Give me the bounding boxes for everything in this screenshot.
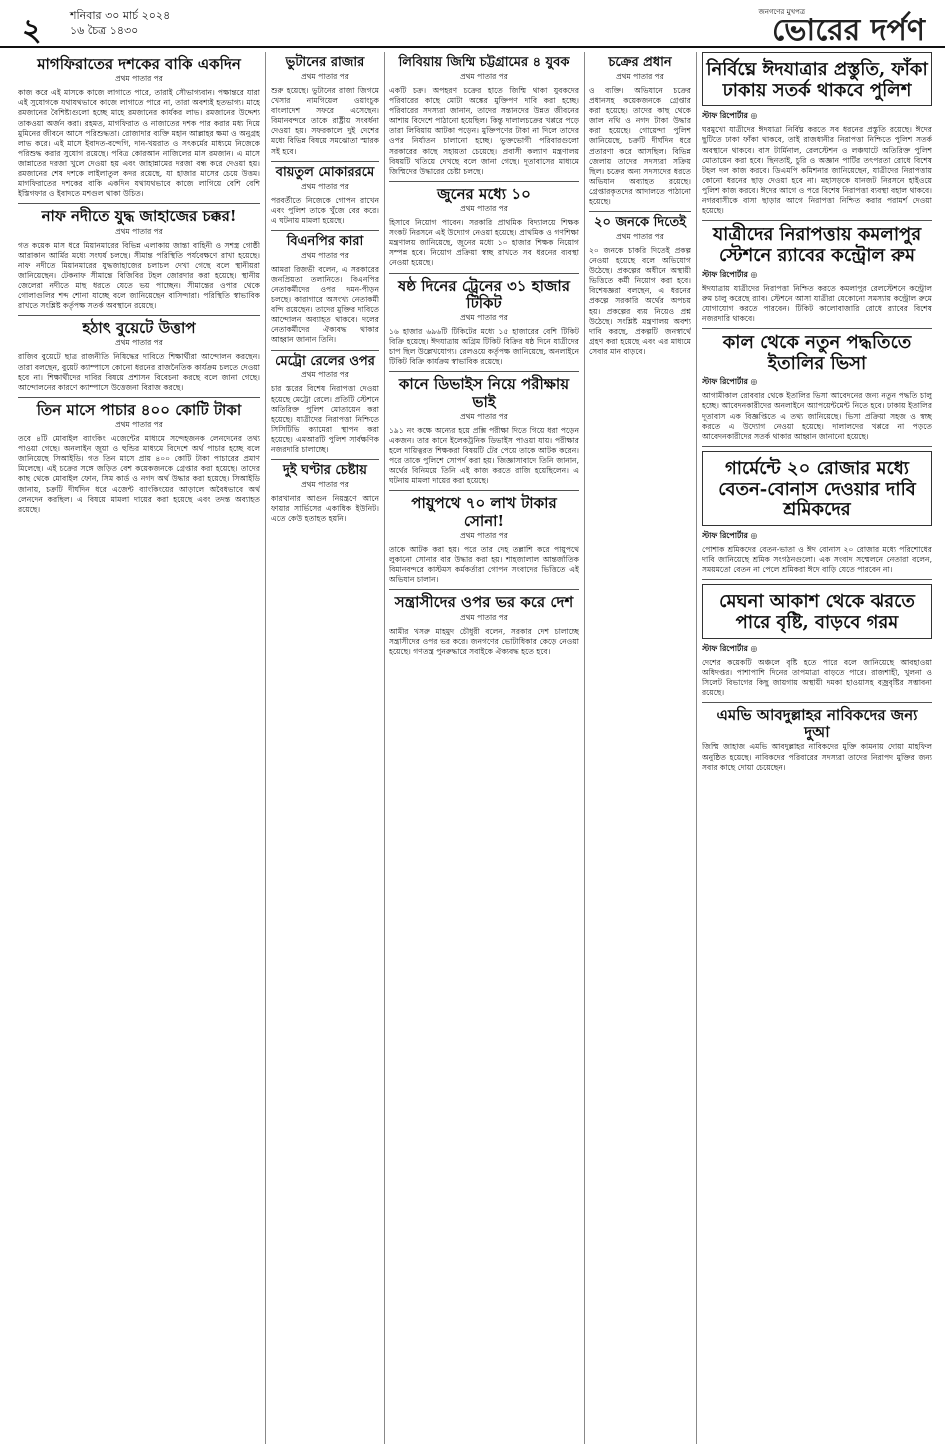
masthead <box>0 0 945 48</box>
article-body: গত কয়েক মাস ধরে মিয়ানমারের বিভিন্ন এলাকায় জান্তা বাহিনী ও সশস্ত্র গোষ্ঠী আরাকান আর্মির মধ্যে সংঘর্ষ চলছে। সীমান্ত পরিস্থিতি পর্যবেক্ষণে রাখা হয়েছে। নাফ নদীতে মিয়ানমারের যুদ্ধজাহাজের চলাচল দেখা গেছে বলে স্থানীয়রা জানিয়েছেন। টেকনাফ সীমান্তে বিজিবির টহল জোরদার করা হয়েছে। স্থানীয় জেলেরা নদীতে মাছ ধরতে যেতে ভয় পাচ্ছেন। সীমান্তের ওপার থেকে গোলাগুলির শব্দ শোনা যাচ্ছে বলে জানিয়েছেন বাসিন্দারা। পরিস্থিতি স্বাভাবিক রাখতে সংশ্লিষ্ট কর্তৃপক্ষ সতর্ক অবস্থানে রয়েছে। <box>18 240 260 311</box>
divider <box>271 161 379 162</box>
logo-tagline: জনগণের মুখপত্র <box>758 8 805 16</box>
divider <box>702 446 932 447</box>
column-rule <box>265 52 266 1444</box>
headline: লিবিয়ায় জিম্মি চট্টগ্রামের ৪ যুবক <box>398 55 570 70</box>
article-body: ২০ জনকে চাকরি দিতেই প্রকল্প নেওয়া হয়েছে বলে অভিযোগ উঠেছে। প্রকল্পের অধীনে অস্থায়ী ভিত্তিতে কর্মী নিয়োগ করা হবে। বিশেষজ্ঞরা বলছেন, এ ধরনের প্রকল্পে সরকারি অর্থের অপচয় হয়। প্রকল্পের ব্যয় নিয়েও প্রশ্ন উঠেছে। সংশ্লিষ্ট মন্ত্রণালয় অবশ্য দাবি করছে, প্রকল্পটি জনস্বার্থে গ্রহণ করা হয়েছে এবং এর মাধ্যমে সেবার মান বাড়বে। <box>589 246 691 356</box>
divider <box>389 589 579 590</box>
article-body: ১৯১ নং কক্ষে অন্যের হয়ে প্রক্সি পরীক্ষা দিতে গিয়ে ধরা পড়েন একজন। তার কানে ইলেকট্রনিক ডিভাইস পাওয়া যায়। পরীক্ষার হলে দায়িত্বরত শিক্ষকরা বিষয়টি টের পেয়ে তাকে আটক করেন। পরে তাকে পুলিশে সোপর্দ করা হয়। জিজ্ঞাসাবাদে তিনি জানান, অর্থের বিনিময়ে তিনি এই কাজ করতে রাজি হয়েছিলেন। এ ঘটনায় মামলা দায়ের করা হয়েছে। <box>389 425 579 486</box>
divider <box>18 203 260 204</box>
continued-label: প্রথম পাতার পর <box>460 71 508 81</box>
headline: পায়ুপথে ৭০ লাখ টাকার সোনা! <box>411 494 557 530</box>
column-4 <box>589 52 691 1444</box>
article-body: তাকে আটক করা হয়। পরে তার দেহ তল্লাশি করে পায়ুপথে লুকানো সোনার বার উদ্ধার করা হয়। শাহজালাল আন্তর্জাতিক বিমানবন্দরে কাস্টমস কর্মকর্তারা গোপন সংবাদের ভিত্তিতে এই অভিযান চালান। <box>389 544 579 585</box>
divider <box>18 397 260 398</box>
continued-label: প্রথম পাতার পর <box>616 232 664 241</box>
column-2 <box>271 52 379 1444</box>
article-body: ঘরমুখো যাত্রীদের ঈদযাত্রা নির্বিঘ্ন করতে সব ধরনের প্রস্তুতি রয়েছে। ঈদের ছুটিতে ঢাকা ফাঁকা থাকবে, তাই রাজধানীর নিরাপত্তা নিশ্চিতে পুলিশ সতর্ক অবস্থানে থাকবে। বাস টার্মিনাল, রেলস্টেশন ও লঞ্চঘাটে অতিরিক্ত পুলিশ মোতায়েন করা হবে। ছিনতাই, চুরি ও অজ্ঞান পার্টির তৎপরতা রোধে বিশেষ টহল দল কাজ করবে। ডিএমপি কমিশনার জানিয়েছেন, যাত্রীদের নিরাপত্তায় কোনো ধরনের ছাড় দেওয়া হবে না। মহাসড়কে যানজট নিরসনে হাইওয়ে পুলিশ কাজ করবে। ঈদের আগে ও পরে বিশেষ নিরাপত্তা ব্যবস্থা বহাল থাকবে। নগরবাসীকে বাসা ছাড়ার আগে নিরাপত্তা নিশ্চিত করার পরামর্শ দেওয়া হয়েছে। <box>702 125 932 216</box>
divider <box>389 181 579 182</box>
headline: নাফ নদীতে যুদ্ধ জাহাজের চক্কর! <box>41 207 237 226</box>
continued-label: প্রথম পাতার পর <box>301 71 349 81</box>
divider <box>271 230 379 231</box>
story-box <box>702 451 932 526</box>
article-body: আমীর খসরু মাহমুদ চৌধুরী বলেন, সরকার দেশ চালাচ্ছে সন্ত্রাসীদের ওপর ভর করে। জনগণের ভোটাধিকার কেড়ে নেওয়া হয়েছে। গণতন্ত্র পুনরুদ্ধারে সবাইকে ঐক্যবদ্ধ হতে হবে। <box>389 626 579 656</box>
article-body: একটি চক্র। অপহরণ চক্রের হাতে জিম্মি থাকা যুবকদের পরিবারের কাছে মোটা অঙ্কের মুক্তিপণ দাবি করা হচ্ছে। পরিবারের সদস্যরা জানান, তাদের সন্তানদের উন্নত জীবনের আশায় বিদেশে পাঠানো হয়েছিল। কিন্তু দালালচক্রের খপ্পরে পড়ে তারা লিবিয়ায় আটকা পড়েন। মুক্তিপণের টাকা না দিলে তাদের ওপর নির্যাতন চালানো হচ্ছে। ভুক্তভোগী পরিবারগুলো সরকারের কাছে সহায়তা চেয়েছে। প্রবাসী কল্যাণ মন্ত্রণালয় বিষয়টি খতিয়ে দেখছে বলে জানা গেছে। দূতাবাসের মাধ্যমে জিম্মিদের উদ্ধারের চেষ্টা চলছে। <box>389 85 579 176</box>
headline: ২০ জনকে দিতেই <box>594 215 686 231</box>
headline: বিএনপির কারা <box>286 233 364 249</box>
continued-label: প্রথম পাতার পর <box>616 71 664 81</box>
byline: স্টাফ রিপোর্টার ◎ <box>702 111 758 121</box>
lead-story <box>702 52 932 106</box>
headline: দুই ঘণ্টার চেষ্টায় <box>283 463 367 479</box>
headline: সন্ত্রাসীদের ওপর ভর করে দেশ <box>394 593 574 612</box>
article-body: ঈদযাত্রায় যাত্রীদের নিরাপত্তা নিশ্চিত করতে কমলাপুর রেলস্টেশনে কন্ট্রোল রুম চালু করেছে র‌্যাব। স্টেশনে আসা যাত্রীরা যেকোনো সমস্যায় কন্ট্রোল রুমে যোগাযোগ করতে পারবেন। টিকিট কালোবাজারি রোধে র‌্যাবের বিশেষ নজরদারি থাকবে। <box>702 283 932 323</box>
date-bangla: ১৬ চৈত্র ১৪৩০ <box>70 24 139 37</box>
continued-label: প্রথম পাতার পর <box>460 530 508 540</box>
headline: ভুটানের রাজার <box>285 55 365 70</box>
headline: মাগফিরাতের দশকের বাকি একদিন <box>37 55 241 73</box>
column-5 <box>702 52 932 1444</box>
divider <box>389 371 579 372</box>
headline: হঠাৎ বুয়েটে উত্তাপ <box>82 319 196 338</box>
byline: স্টাফ রিপোর্টার ◎ <box>702 530 758 540</box>
date-gregorian: শনিবার ৩০ মার্চ ২০২৪ <box>70 9 171 22</box>
divider <box>702 579 932 580</box>
headline: মেট্রো রেলের ওপর <box>275 353 375 369</box>
headline: তিন মাসে পাচার ৪০০ কোটি টাকা <box>36 400 242 419</box>
column-3 <box>389 52 579 1444</box>
headline: চক্রের প্রধান <box>608 55 672 70</box>
continued-label: প্রথম পাতার পর <box>301 480 349 490</box>
headline: বায়তুল মোকাররমে <box>275 164 375 180</box>
divider <box>389 490 579 491</box>
divider <box>589 211 691 212</box>
article-body: হিসাবে নিয়োগ পাবেন। সরকারি প্রাথমিক বিদ্যালয়ে শিক্ষক সংকট নিরসনে এই উদ্যোগ নেওয়া হয়েছে। প্রাথমিক ও গণশিক্ষা মন্ত্রণালয় জানিয়েছে, জুনের মধ্যে ১০ হাজার শিক্ষক নিয়োগ সম্পন্ন হবে। নিয়োগ প্রক্রিয়া স্বচ্ছ রাখতে সব ধরনের ব্যবস্থা নেওয়া হয়েছে। <box>389 218 579 268</box>
issue-date <box>70 8 170 38</box>
divider <box>702 702 932 703</box>
article-body: আগামীকাল রোববার থেকে ইতালির ভিসা আবেদনের জন্য নতুন পদ্ধতি চালু হচ্ছে। আবেদনকারীদের অনলাইনে অ্যাপয়েন্টমেন্ট নিতে হবে। ঢাকায় ইতালির দূতাবাস এক বিজ্ঞপ্তিতে এ তথ্য জানিয়েছে। ভিসা প্রক্রিয়া সহজ ও স্বচ্ছ করতে এ উদ্যোগ নেওয়া হয়েছে। দালালদের খপ্পরে না পড়তে আবেদনকারীদের সতর্ক থাকার আহ্বান জানানো হয়েছে। <box>702 391 932 441</box>
article-body: রাজিব বুয়েটে ছাত্র রাজনীতি নিষিদ্ধের দাবিতে শিক্ষার্থীরা আন্দোলন করছেন। তারা বলছেন, বুয়েট ক্যাম্পাসে কোনো ধরনের রাজনৈতিক কার্যক্রম চলতে দেওয়া হবে না। শিক্ষার্থীদের দাবির বিষয়ে প্রশাসন বিবেচনা করছে বলে জানা গেছে। আন্দোলনের কারণে ক্যাম্পাসে উত্তেজনা বিরাজ করছে। <box>18 352 260 392</box>
article-body: পরবর্তীতে নিজেকে গোপন রাখেন এবং পুলিশ তাকে খুঁজে বের করে। এ ঘটনায় মামলা হয়েছে। <box>271 195 379 225</box>
headline: গার্মেন্টে ২০ রোজার মধ্যে বেতন-বোনাস দেওয়ার দাবি শ্রমিকদের <box>718 457 916 521</box>
column-rule <box>696 52 697 1444</box>
continued-label: প্রথম পাতার পর <box>115 74 163 84</box>
column-1 <box>18 52 260 1444</box>
continued-label: প্রথম পাতার পর <box>460 313 508 322</box>
divider <box>389 273 579 274</box>
headline: জুনের মধ্যে ১০ <box>437 184 531 203</box>
continued-label: প্রথম পাতার পর <box>301 181 349 191</box>
byline: স্টাফ রিপোর্টার ◎ <box>702 269 758 279</box>
divider <box>18 315 260 316</box>
continued-label: প্রথম পাতার পর <box>115 226 163 236</box>
article-body: শুরু হয়েছে। ভুটানের রাজা জিগমে খেসার নামগিয়েল ওয়াংচুক বাংলাদেশ সফরে এসেছেন। বিমানবন্দরে তাকে রাষ্ট্রীয় সংবর্ধনা দেওয়া হয়। সফরকালে দুই দেশের মধ্যে বিভিন্ন বিষয়ে সমঝোতা স্মারক সই হবে। <box>271 85 379 156</box>
article-body: চার স্তরের বিশেষ নিরাপত্তা দেওয়া হয়েছে মেট্রো রেলে। প্রতিটি স্টেশনে অতিরিক্ত পুলিশ মোতায়েন করা হয়েছে। যাত্রীদের নিরাপত্তা নিশ্চিতে সিসিটিভি ক্যামেরা স্থাপন করা হয়েছে। এমআরটি পুলিশ সার্বক্ষণিক নজরদারি চালাচ্ছে। <box>271 384 379 454</box>
headline: কাল থেকে নতুন পদ্ধতিতে ইতালির ভিসা <box>722 331 912 374</box>
continued-label: প্রথম পাতার পর <box>460 612 508 622</box>
divider <box>702 220 932 221</box>
article-body: পোশাক শ্রমিকদের বেতন-ভাতা ও ঈদ বোনাস ২০ রোজার মধ্যে পরিশোধের দাবি জানিয়েছে শ্রমিক সংগঠনগুলো। এক সংবাদ সম্মেলনে নেতারা বলেন, সময়মতো বেতন না পেলে শ্রমিকরা ঈদে বাড়ি যেতে পারবেন না। <box>702 544 932 575</box>
headline: এমভি আবদুল্লাহর নাবিকদের জন্য দুআ <box>716 705 918 742</box>
continued-label: প্রথম পাতার পর <box>301 250 349 260</box>
divider <box>271 350 379 351</box>
article-body: তবে ৪টি মোবাইল ব্যাংকিং এজেন্টের মাধ্যমে সন্দেহজনক লেনদেনের তথ্য পাওয়া গেছে। অনলাইন জুয়া ও হুন্ডির মাধ্যমে বিদেশে অর্থ পাচার হচ্ছে বলে জানিয়েছে সিআইডি। গত তিন মাসে প্রায় ৪০০ কোটি টাকা পাচারের প্রমাণ মিলেছে। এই চক্রের সঙ্গে জড়িত বেশ কয়েকজনকে গ্রেপ্তার করা হয়েছে। তাদের কাছ থেকে মোবাইল ফোন, সিম কার্ড ও নগদ অর্থ উদ্ধার করা হয়েছে। সিআইডি জানায়, চক্রটি দীর্ঘদিন ধরে এজেন্ট ব্যাংকিংয়ের আড়ালে অবৈধভাবে অর্থ লেনদেন করছিল। এ বিষয়ে মামলা দায়ের করা হয়েছে এবং তদন্ত অব্যাহত রয়েছে। <box>18 434 260 514</box>
article-body: কারখানার আগুন নিয়ন্ত্রণে আনে ফায়ার সার্ভিসের একাধিক ইউনিট। এতে কেউ হতাহত হয়নি। <box>271 494 379 524</box>
article-body: আমরা রিজভী বলেন, এ সরকারের জনপ্রিয়তা তলানিতে। বিএনপির নেতাকর্মীদের ওপর দমন-পীড়ন চলছে। কারাগারে অসংখ্য নেতাকর্মী বন্দি রয়েছেন। তাদের মুক্তির দাবিতে আন্দোলন অব্যাহত থাকবে। দলের নেতাকর্মীদের ঐক্যবদ্ধ থাকার আহ্বান জানান তিনি। <box>271 264 379 345</box>
headline: নির্বিঘ্নে ঈদযাত্রার প্রস্তুতি, ফাঁকা ঢাকায় সতর্ক থাকবে পুলিশ <box>706 59 928 101</box>
article-body: দেশের কয়েকটি অঞ্চলে বৃষ্টি হতে পারে বলে জানিয়েছে আবহাওয়া অধিদপ্তর। পাশাপাশি দিনের তাপমাত্রা বাড়তে পারে। রাজশাহী, খুলনা ও সিলেট বিভাগের কিছু জায়গায় অস্থায়ী দমকা হাওয়াসহ বজ্রবৃষ্টির সম্ভাবনা রয়েছে। <box>702 657 932 697</box>
article-body: ও ব্যক্তি। অভিযানে চক্রের প্রধানসহ কয়েকজনকে গ্রেপ্তার করা হয়েছে। তাদের কাছ থেকে জাল নথি ও নগদ টাকা উদ্ধার করা হয়েছে। গোয়েন্দা পুলিশ জানিয়েছে, চক্রটি দীর্ঘদিন ধরে প্রতারণা করে আসছিল। বিভিন্ন জেলায় তাদের সদস্যরা সক্রিয় ছিল। চক্রের অন্য সদস্যদের ধরতে অভিযান অব্যাহত রয়েছে। গ্রেপ্তারকৃতদের আদালতে পাঠানো হয়েছে। <box>589 85 691 206</box>
article-body: ১৬ হাজার ৬৯৬টি টিকিটের মধ্যে ১৫ হাজারের বেশি টিকিট বিক্রি হয়েছে। ঈদযাত্রায় অগ্রিম টিকিট বিক্রির ষষ্ঠ দিনে যাত্রীদের চাপ ছিল উল্লেখযোগ্য। রেলওয়ে কর্তৃপক্ষ জানিয়েছে, অনলাইনে টিকিট বিক্রি কার্যক্রম স্বাভাবিক রয়েছে। <box>389 327 579 367</box>
byline: স্টাফ রিপোর্টার ◎ <box>702 377 758 387</box>
column-rule <box>584 52 585 1444</box>
headline: যাত্রীদের নিরাপত্তায় কমলাপুর স্টেশনে র‌্যাবের কন্ট্রোল রুম <box>712 224 922 266</box>
divider <box>271 459 379 460</box>
headline: মেঘনা আকাশ থেকে ঝরতে পারে বৃষ্টি, বাড়বে গরম <box>719 591 915 633</box>
article-body: কাজ করে এই মাসকে কাজে লাগাতে পারে, তারাই সৌভাগ্যবান। পক্ষান্তরে যারা এই সুযোগকে যথাযথভাবে কাজে লাগাতে পারে না, তারা অবশ্যই হতভাগ্য। মাহে রমজানের বৈশিষ্ট্যগুলো হচ্ছে মাহে রমজানের কার্যকর লাভ। রমজানের উদ্দেশ্য তাকওয়া অর্জন করা। রহমত, মাগফিরাত ও নাজাতের দশক পার করার মধ্য দিয়ে মুমিনের জীবনে আসে পরিশুদ্ধতা। রোজাদার ব্যক্তি মহান আল্লাহর ক্ষমা ও অনুগ্রহ লাভ করে। এই মাসে ইবাদত-বন্দেগি, দান-খয়রাত ও সৎকর্মের মাধ্যমে নিজেকে পরিশুদ্ধ করার সুযোগ রয়েছে। পবিত্র কোরআন নাজিলের মাস রমজান। এ মাসে জান্নাতের দরজা খুলে দেওয়া হয় এবং জাহান্নামের দরজা বন্ধ করে দেওয়া হয়। রমজানের শেষ দশকে লাইলাতুল কদর রয়েছে, যা হাজার মাসের চেয়ে উত্তম। মাগফিরাতের দশকের বাকি একদিন যথাযথভাবে কাজে লাগিয়ে বেশি বেশি ইস্তিগফার ও ইবাদতে মশগুল থাকা উচিত। <box>18 88 260 199</box>
continued-label: প্রথম পাতার পর <box>460 204 508 214</box>
divider <box>702 328 932 329</box>
column-rule <box>384 52 385 1444</box>
story-box <box>702 584 932 638</box>
continued-label: প্রথম পাতার পর <box>301 370 349 380</box>
page-number: ২ <box>22 13 42 48</box>
newspaper-logo: ভোরের দর্পণ <box>772 13 925 48</box>
headline: কানে ডিভাইস নিয়ে পরীক্ষায় ভাই <box>398 375 570 411</box>
headline: ষষ্ঠ দিনের ট্রেনের ৩১ হাজার টিকিট <box>397 276 571 312</box>
article-body: জিম্মি জাহাজ এমভি আবদুল্লাহর নাবিকদের মুক্তি কামনায় দোয়া মাহফিল অনুষ্ঠিত হয়েছে। নাবিকদের পরিবারের সদস্যরা তাদের নিরাপদ মুক্তির জন্য সবার কাছে দোয়া চেয়েছেন। <box>702 742 932 772</box>
byline: স্টাফ রিপোর্টার ◎ <box>702 643 758 653</box>
continued-label: প্রথম পাতার পর <box>460 411 508 421</box>
continued-label: প্রথম পাতার পর <box>115 338 163 348</box>
continued-label: প্রথম পাতার পর <box>115 420 163 430</box>
